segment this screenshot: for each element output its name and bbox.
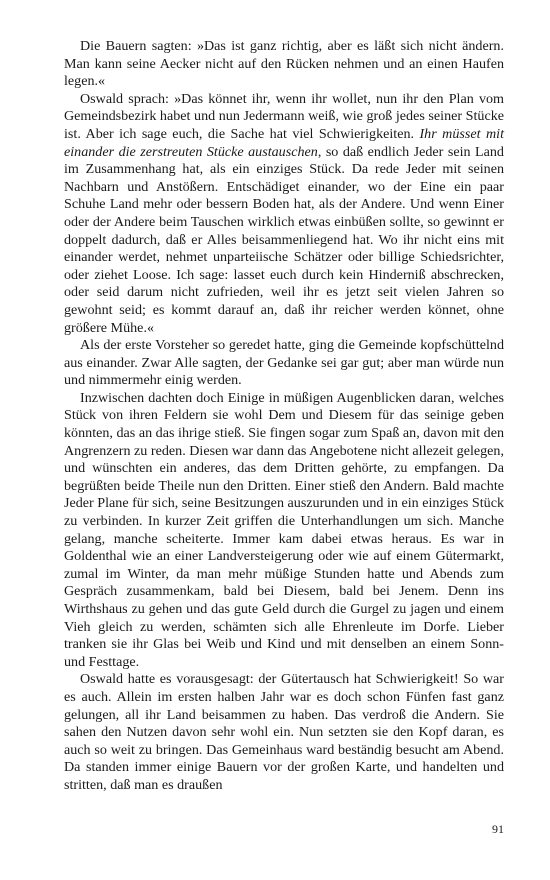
paragraph-text: Oswald sprach: »Das könnet ihr, wenn ihr wollet, nun ihr den Plan vom Gemeindsbezirk habet und nun Jedermann weiß, wie groß jedes seiner Stücke ist. Aber ich sage euch, die Sache hat viel Schwierigkeiten. xyxy=(64,90,504,142)
paragraph-text: , so daß endlich Jeder sein Land im Zusammenhang hat, als ein einziges Stück. Da rede Jeder mit seinen Nachbarn und Anstößern. Entschädiget einander, wo der Eine ein paar Schuhe Land mehr oder bessern Boden hat, als der Andere. Und wenn Einer oder der Andere beim Tauschen wirklich etwas einbüßen sollte, so gewinnt er doppelt dadurch, daß er Alles beisammenliegend hat. Wo ihr nicht eins mit einander werdet, nehmet unparteiische Schätzer oder billige Schiedsrichter, oder ziehet Loose. Ich sage: lasset euch durch kein Hinderniß abschrecken, oder seid darum nicht zufrieden, weil ihr es jetzt seit vielen Jahren so gewohnt seid; es kommt darauf an, daß ihr reicher werden könnet, ohne größere Mühe.« xyxy=(64,143,504,336)
paragraph: Oswald hatte es vorausgesagt: der Gütertausch hat Schwierigkeit! So war es auch. Allein im ersten halben Jahr war es doch schon Fünfen fast ganz gelungen, all ihr Land beisammen zu haben. Das verdroß die Andern. Sie sahen den Nutzen davon sehr wohl ein. Nun setzten sie den Kopf daran, es auch so weit zu bringen. Das Gemeinhaus ward beständig besucht am Abend. Da standen immer einige Bauern vor der großen Karte, und handelten und stritten, daß man es draußen xyxy=(64,671,504,793)
paragraph: Die Bauern sagten: »Das ist ganz richtig, aber es läßt sich nicht ändern. Man kann seine Aecker nicht auf den Rücken nehmen und an einen Haufen legen.« xyxy=(64,38,504,90)
emphasized-text: Ihr müsset mit einander die zerstreuten Stücke austauschen xyxy=(64,125,504,160)
paragraph: Als der erste Vorsteher so geredet hatte, ging die Gemeinde kopfschüttelnd aus einander. Zwar Alle sagten, der Gedanke sei gar gut; aber man würde nun und nimmermehr einig werden. xyxy=(64,337,504,389)
paragraph: Inzwischen dachten doch Einige in müßigen Augenblicken daran, welches Stück von ihren Feldern sie wohl Dem und Diesem für das seinige geben könnten, das an das ihrige stieß. Sie fingen sogar zum Spaß an, davon mit den Angrenzern zu reden. Diesen war dann das Angebotene nicht allezeit gelegen, und wünschten ein anderes, das dem Dritten gehörte, zu empfangen. Da begrüßten beide Theile nun den Dritten. Einer stieß den Andern. Bald machte Jeder Plane für sich, seine Besitzungen auszurunden und in ein einziges Stück zu verbinden. In kurzer Zeit griffen die Unterhandlungen um sich. Manche gelang, manche scheiterte. Immer kam dabei etwas heraus. Es war in Goldenthal wie an einer Landversteigerung oder wie auf einem Gütermarkt, zumal im Winter, da man mehr müßige Stunden hatte und Abends zum Gespräch zusammenkam, bald bei Diesem, bald bei Jenem. Denn ins Wirthshaus zu gehen und das gute Geld durch die Gurgel zu jagen und einem Vieh gleich zu werden, schämten sich alle Ehrenleute im Dorfe. Lieber tranken sie ihr Glas bei Weib und Kind und mit denselben an einem Sonn- und Festtage. xyxy=(64,389,504,670)
paragraph xyxy=(64,91,504,337)
page-number: 91 xyxy=(492,822,504,836)
body-text xyxy=(64,38,504,795)
